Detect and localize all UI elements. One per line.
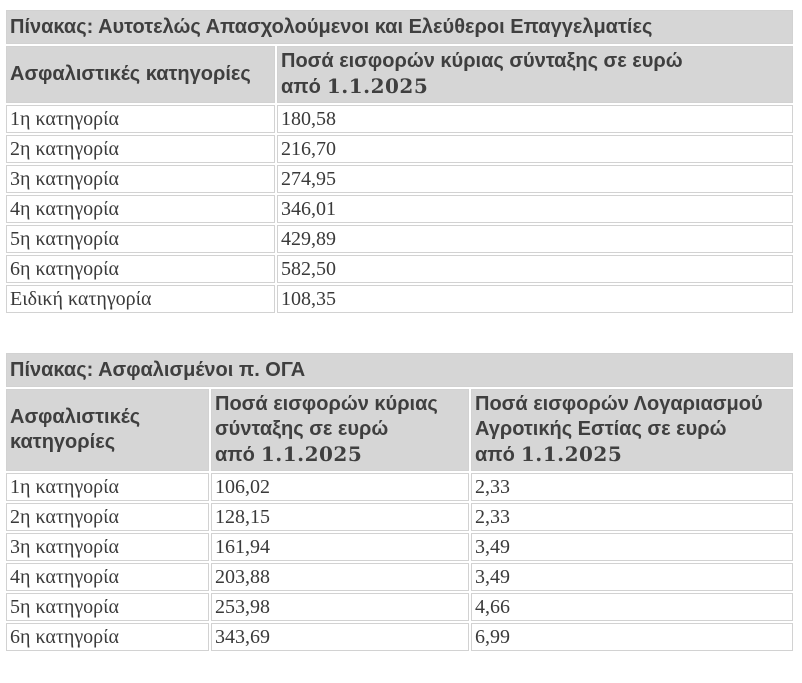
table2-col-header-main-pension <box>211 389 469 471</box>
oga-insured-table <box>4 351 795 653</box>
main-pension-amount-cell: 180,58 <box>277 105 793 133</box>
table-row <box>6 533 793 561</box>
estia-amount-cell: 2,33 <box>471 503 793 531</box>
main-pension-amount-cell: 582,50 <box>277 255 793 283</box>
col-header-label: Ασφαλιστικές κατηγορίες <box>10 406 141 453</box>
estia-amount-cell: 4,66 <box>471 593 793 621</box>
main-pension-amount-cell: 343,69 <box>211 623 469 651</box>
category-cell: 4η κατηγορία <box>6 563 209 591</box>
col-header-date: 1.1.2025 <box>260 442 363 466</box>
category-cell: 4η κατηγορία <box>6 195 275 223</box>
category-cell: 2η κατηγορία <box>6 503 209 531</box>
table-row <box>6 105 793 133</box>
col-header-date: 1.1.2025 <box>326 74 429 98</box>
table2-title: Πίνακας: Ασφαλισμένοι π. ΟΓΑ <box>6 353 793 387</box>
estia-amount-cell: 3,49 <box>471 533 793 561</box>
main-pension-amount-cell: 106,02 <box>211 473 469 501</box>
col-header-label: Ποσά εισφορών κύριας σύνταξης σε ευρώ από <box>281 50 683 98</box>
table-row <box>6 225 793 253</box>
col-header-label: Ποσά εισφορών Λογαριασμού Αγροτικής Εστίας σε ευρώ από <box>475 393 763 466</box>
table1-col-header-main-pension <box>277 46 793 103</box>
category-cell: 6η κατηγορία <box>6 255 275 283</box>
table-row <box>6 195 793 223</box>
col-header-date: 1.1.2025 <box>520 442 623 466</box>
self-employed-table <box>4 8 795 315</box>
category-cell: 1η κατηγορία <box>6 473 209 501</box>
main-pension-amount-cell: 108,35 <box>277 285 793 313</box>
col-header-label: Ασφαλιστικές κατηγορίες <box>10 63 251 85</box>
table-row <box>6 473 793 501</box>
table2-col-header-agricultural-estia <box>471 389 793 471</box>
main-pension-amount-cell: 161,94 <box>211 533 469 561</box>
estia-amount-cell: 6,99 <box>471 623 793 651</box>
main-pension-amount-cell: 253,98 <box>211 593 469 621</box>
table-row <box>6 135 793 163</box>
category-cell: 5η κατηγορία <box>6 225 275 253</box>
table-row <box>6 255 793 283</box>
table-row <box>6 563 793 591</box>
main-pension-amount-cell: 128,15 <box>211 503 469 531</box>
main-pension-amount-cell: 346,01 <box>277 195 793 223</box>
estia-amount-cell: 3,49 <box>471 563 793 591</box>
category-cell: 3η κατηγορία <box>6 533 209 561</box>
table-title-row <box>6 353 793 387</box>
table1-title: Πίνακας: Αυτοτελώς Απασχολούμενοι και Ελεύθεροι Επαγγελματίες <box>6 10 793 44</box>
table-row <box>6 285 793 313</box>
category-cell: 5η κατηγορία <box>6 593 209 621</box>
category-cell: 6η κατηγορία <box>6 623 209 651</box>
table-header-row <box>6 389 793 471</box>
table2-col-header-categories <box>6 389 209 471</box>
estia-amount-cell: 2,33 <box>471 473 793 501</box>
main-pension-amount-cell: 429,89 <box>277 225 793 253</box>
table-row <box>6 503 793 531</box>
main-pension-amount-cell: 203,88 <box>211 563 469 591</box>
table1-col-header-categories <box>6 46 275 103</box>
category-cell: 2η κατηγορία <box>6 135 275 163</box>
table-row <box>6 165 793 193</box>
table-row <box>6 623 793 651</box>
table-row <box>6 593 793 621</box>
main-pension-amount-cell: 216,70 <box>277 135 793 163</box>
table-header-row <box>6 46 793 103</box>
main-pension-amount-cell: 274,95 <box>277 165 793 193</box>
category-cell: Ειδική κατηγορία <box>6 285 275 313</box>
category-cell: 3η κατηγορία <box>6 165 275 193</box>
table-title-row <box>6 10 793 44</box>
category-cell: 1η κατηγορία <box>6 105 275 133</box>
col-header-label: Ποσά εισφορών κύριας σύνταξης σε ευρώ από <box>215 393 438 466</box>
